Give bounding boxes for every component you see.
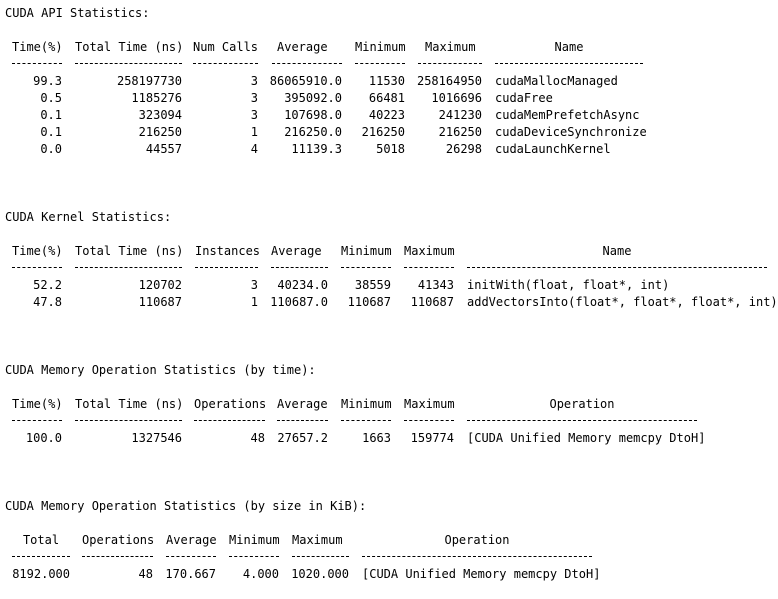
api-header-total-time: Total Time (ns): [75, 40, 184, 54]
table-cell: 3: [250, 278, 258, 292]
table-cell: cudaLaunchKernel: [495, 142, 611, 156]
table-cell: 120702: [138, 278, 182, 292]
kernel-header-time: Time(%): [12, 244, 63, 258]
memsize-divider: [362, 556, 592, 557]
kernel-header-average: Average: [271, 244, 322, 258]
memtime-divider: [12, 420, 62, 421]
kernel-divider: [75, 267, 182, 268]
table-cell: cudaFree: [495, 91, 553, 105]
memsize-header-average: Average: [166, 533, 217, 547]
table-cell: 1020.000: [291, 567, 349, 581]
table-cell: 86065910.0: [269, 74, 342, 88]
table-cell: 258197730: [116, 74, 182, 88]
api-divider: [193, 63, 258, 64]
memtime-divider: [194, 420, 265, 421]
table-cell: 47.8: [33, 295, 62, 309]
table-cell: 216250: [138, 125, 182, 139]
memsize-divider: [166, 556, 216, 557]
memsize-divider: [82, 556, 153, 557]
table-cell: 52.2: [33, 278, 62, 292]
table-cell: 216250: [438, 125, 482, 139]
kernel-header-name: Name: [602, 244, 632, 258]
api-divider: [355, 63, 405, 64]
kernel-header-maximum: Maximum: [404, 244, 455, 258]
memtime-section-title: CUDA Memory Operation Statistics (by time):: [5, 363, 316, 377]
api-divider: [272, 63, 342, 64]
kernel-header-minimum: Minimum: [341, 244, 392, 258]
memsize-divider: [229, 556, 279, 557]
table-cell: 1663: [362, 431, 391, 445]
table-cell: 40234.0: [277, 278, 328, 292]
memtime-divider: [341, 420, 391, 421]
table-cell: 99.3: [33, 74, 62, 88]
api-divider: [75, 63, 182, 64]
table-cell: cudaMemPrefetchAsync: [495, 108, 640, 122]
memtime-header-operation: Operation: [549, 397, 615, 411]
kernel-divider: [341, 267, 391, 268]
table-cell: 0.0: [40, 142, 62, 156]
memsize-section-title: CUDA Memory Operation Statistics (by size in KiB):: [5, 499, 367, 513]
table-cell: 110687.0: [270, 295, 328, 309]
table-cell: [CUDA Unified Memory memcpy DtoH]: [362, 567, 601, 581]
table-cell: 100.0: [25, 431, 62, 445]
table-cell: 0.5: [40, 91, 62, 105]
table-cell: 38559: [354, 278, 391, 292]
table-cell: 27657.2: [277, 431, 328, 445]
api-header-minimum: Minimum: [355, 40, 406, 54]
table-cell: 3: [250, 74, 258, 88]
table-cell: 44557: [145, 142, 182, 156]
memsize-header-operation: Operation: [444, 533, 510, 547]
table-cell: 1016696: [431, 91, 482, 105]
table-cell: 110687: [138, 295, 182, 309]
table-cell: 4: [250, 142, 258, 156]
memsize-header-minimum: Minimum: [229, 533, 280, 547]
table-cell: initWith(float, float*, int): [467, 278, 670, 292]
api-divider: [495, 63, 643, 64]
memtime-divider: [277, 420, 328, 421]
table-cell: 216250.0: [284, 125, 342, 139]
kernel-header-total-time: Total Time (ns): [75, 244, 184, 258]
table-cell: 66481: [368, 91, 405, 105]
table-cell: 110687: [410, 295, 454, 309]
api-header-average: Average: [277, 40, 328, 54]
table-cell: 107698.0: [284, 108, 342, 122]
table-cell: 5018: [376, 142, 405, 156]
kernel-section-title: CUDA Kernel Statistics:: [5, 210, 172, 224]
table-cell: 48: [138, 567, 153, 581]
kernel-divider: [271, 267, 328, 268]
kernel-divider: [467, 267, 767, 268]
kernel-divider: [195, 267, 258, 268]
api-divider: [12, 63, 62, 64]
table-cell: 11530: [368, 74, 405, 88]
table-cell: 216250: [361, 125, 405, 139]
api-header-maximum: Maximum: [425, 40, 476, 54]
api-divider: [418, 63, 482, 64]
memtime-divider: [75, 420, 182, 421]
table-cell: 0.1: [40, 108, 62, 122]
memtime-divider: [467, 420, 697, 421]
memsize-header-maximum: Maximum: [292, 533, 343, 547]
table-cell: 1: [250, 125, 258, 139]
table-cell: 170.667: [165, 567, 216, 581]
table-cell: 0.1: [40, 125, 62, 139]
table-cell: 323094: [138, 108, 182, 122]
table-cell: 8192.000: [12, 567, 70, 581]
table-cell: 11139.3: [291, 142, 342, 156]
table-cell: 395092.0: [284, 91, 342, 105]
table-cell: 48: [250, 431, 265, 445]
table-cell: 159774: [410, 431, 454, 445]
api-header-time: Time(%): [12, 40, 63, 54]
memsize-divider: [12, 556, 70, 557]
memtime-divider: [404, 420, 454, 421]
table-cell: cudaMallocManaged: [495, 74, 618, 88]
api-header-num-calls: Num Calls: [193, 40, 259, 54]
kernel-divider: [404, 267, 454, 268]
table-cell: 26298: [445, 142, 482, 156]
memsize-header-total: Total: [22, 533, 60, 547]
memtime-header-minimum: Minimum: [341, 397, 392, 411]
table-cell: 1185276: [131, 91, 182, 105]
table-cell: 258164950: [416, 74, 482, 88]
api-section-title: CUDA API Statistics:: [5, 6, 150, 20]
table-cell: 241230: [438, 108, 482, 122]
table-cell: 1: [250, 295, 258, 309]
memsize-header-operations: Operations: [82, 533, 155, 547]
memtime-header-maximum: Maximum: [404, 397, 455, 411]
api-header-name: Name: [554, 40, 584, 54]
memtime-header-time: Time(%): [12, 397, 63, 411]
table-cell: 3: [250, 108, 258, 122]
table-cell: 3: [250, 91, 258, 105]
memtime-header-operations: Operations: [194, 397, 267, 411]
memtime-header-total-time: Total Time (ns): [75, 397, 184, 411]
table-cell: addVectorsInto(float*, float*, float*, int): [467, 295, 778, 309]
table-cell: 40223: [368, 108, 405, 122]
table-cell: 1327546: [131, 431, 182, 445]
table-cell: 41343: [417, 278, 454, 292]
table-cell: [CUDA Unified Memory memcpy DtoH]: [467, 431, 706, 445]
memtime-header-average: Average: [277, 397, 328, 411]
table-cell: cudaDeviceSynchronize: [495, 125, 647, 139]
table-cell: 4.000: [242, 567, 279, 581]
kernel-header-instances: Instances: [195, 244, 261, 258]
table-cell: 110687: [347, 295, 391, 309]
memsize-divider: [292, 556, 349, 557]
kernel-divider: [12, 267, 62, 268]
